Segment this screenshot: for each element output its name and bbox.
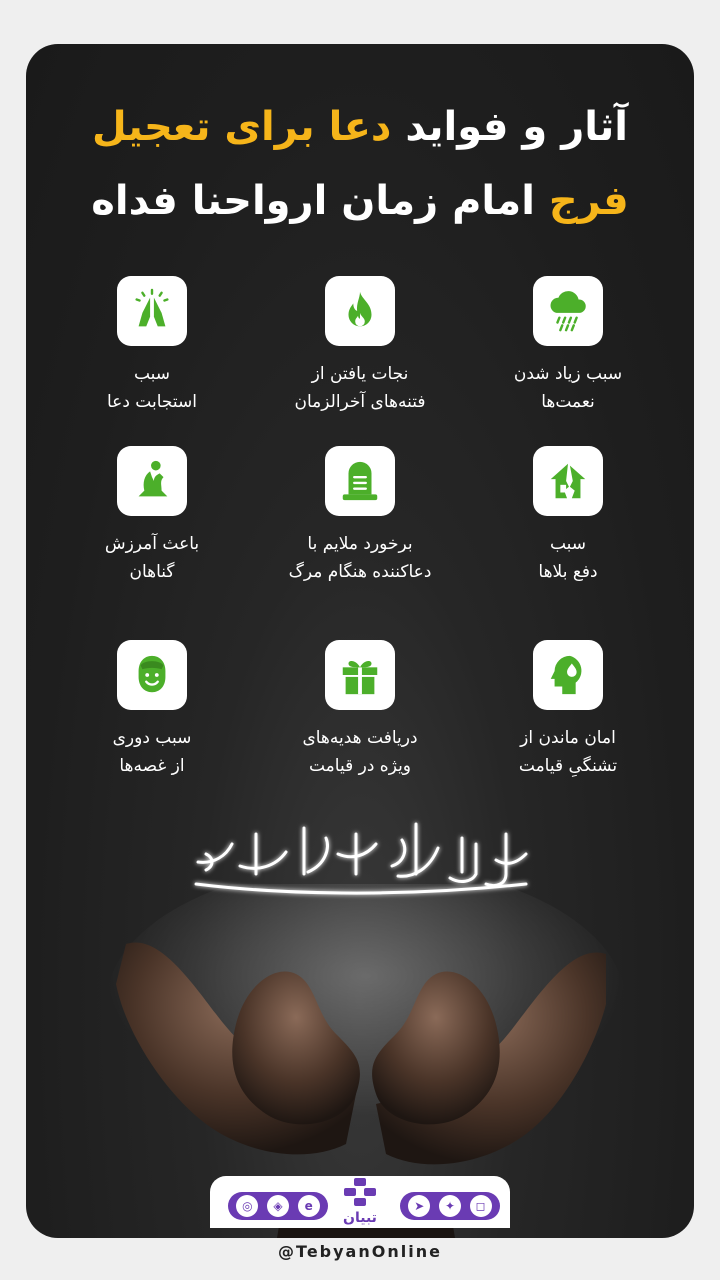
tombstone-icon (325, 446, 395, 516)
title-line-2-white: امام زمان ارواحنا فداه (91, 178, 535, 224)
benefit-item-3 (42, 276, 262, 416)
poster-card (26, 44, 694, 1238)
happy-face-icon (117, 640, 187, 710)
gift-icon (325, 640, 395, 710)
benefit-9-line-2: از غصه‌ها (119, 756, 185, 776)
benefit-6-line-2: گناهان (129, 562, 175, 582)
benefit-item-4 (458, 446, 678, 586)
tebyan-logo (334, 1176, 386, 1232)
thirsty-head-icon (533, 640, 603, 710)
benefit-1-line-2: نعمت‌ها (541, 392, 595, 412)
benefit-5-line-2: دعاکننده هنگام مرگ (288, 562, 432, 582)
aparat-icon[interactable]: ◎ (236, 1195, 258, 1217)
kneeling-person-icon (117, 446, 187, 516)
benefit-item-9 (42, 640, 262, 780)
benefit-8-line-1: دریافت هدیه‌های (302, 728, 418, 748)
benefit-item-2 (250, 276, 470, 416)
title-line-2 (26, 178, 694, 224)
benefit-2-line-2: فتنه‌های آخرالزمان (294, 392, 426, 412)
benefit-7-line-2: تشنگیِ قیامت (518, 756, 618, 776)
benefit-8-line-2: ویژه در قیامت (308, 756, 412, 776)
benefit-9-line-1: سبب دوری (112, 728, 192, 748)
benefit-item-6 (42, 446, 262, 586)
benefit-2-line-1: نجات یافتن از (311, 364, 409, 384)
social-handle: @TebyanOnline (278, 1242, 442, 1261)
telegram-icon[interactable]: ➤ (408, 1195, 430, 1217)
tebyan-logo-text: تبیان (343, 1210, 377, 1226)
social-bar-right (400, 1192, 500, 1220)
eitaa-icon[interactable]: e (298, 1195, 320, 1217)
benefit-item-5 (250, 446, 470, 586)
benefit-item-1 (458, 276, 678, 416)
fire-icon (325, 276, 395, 346)
benefit-3-line-2: استجابت دعا (107, 392, 197, 412)
benefit-4-line-2: دفع بلاها (538, 562, 598, 582)
broken-house-icon (533, 446, 603, 516)
benefit-3-line-1: سبب (133, 364, 171, 384)
benefit-1-line-1: سبب زیاد شدن (513, 364, 623, 384)
title-line-1-white: آثار و فواید (405, 104, 628, 150)
twitter-icon[interactable]: ✦ (439, 1195, 461, 1217)
benefit-item-7 (458, 640, 678, 780)
instagram-icon[interactable]: ◻ (470, 1195, 492, 1217)
title-line-1-highlight: دعا برای تعجیل (92, 104, 392, 150)
benefit-6-line-1: باعث آمرزش (104, 534, 200, 554)
social-bar-left (228, 1192, 328, 1220)
benefit-4-line-1: سبب (549, 534, 587, 554)
rubika-icon[interactable]: ◈ (267, 1195, 289, 1217)
rain-cloud-icon (533, 276, 603, 346)
benefit-item-8 (250, 640, 470, 780)
title-line-2-highlight: فرج (548, 178, 629, 224)
title-line-1 (26, 104, 694, 150)
benefit-5-line-1: برخورد ملایم با (307, 534, 413, 554)
praying-hands-icon (117, 276, 187, 346)
benefit-7-line-1: امان ماندن از (520, 728, 616, 748)
tebyan-logo-mark (334, 1176, 386, 1210)
